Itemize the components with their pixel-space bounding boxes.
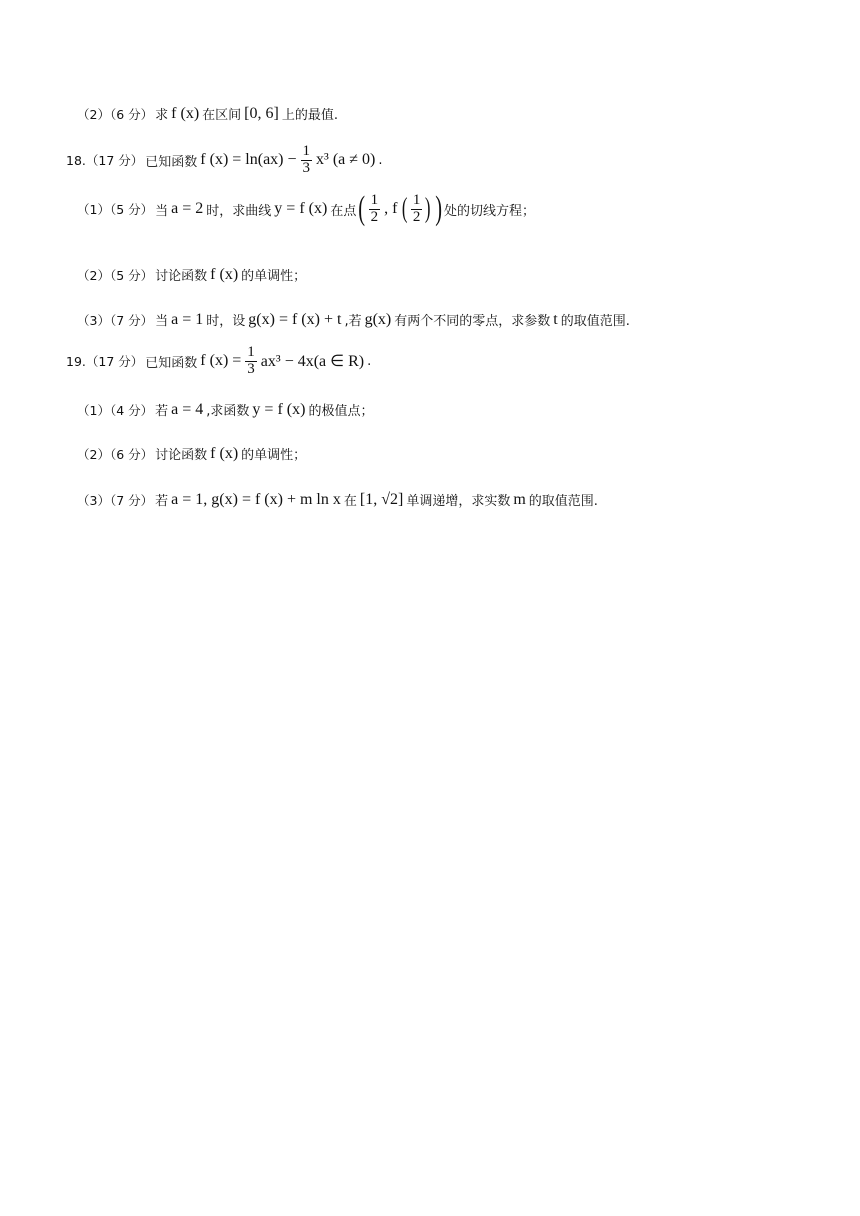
question-text: ,求函数 [206, 404, 250, 419]
question-label: （1）（5 分） [77, 202, 154, 217]
math-expression: a = 1 [171, 310, 204, 328]
right-big-paren: ) [434, 190, 442, 227]
fraction-numerator: 1 [370, 191, 379, 208]
question-label: （3）（7 分） [77, 312, 154, 328]
question-text: 的单调性； [241, 269, 307, 284]
question-text: 求 [155, 108, 169, 123]
question-text: 上的最值. [281, 108, 338, 123]
subquestion-19-1 [77, 400, 820, 419]
subquestion-19-2 [77, 444, 820, 463]
question-text: 的取值范围. [560, 314, 630, 329]
math-expression: f (x) = ln(ax) − [200, 151, 297, 169]
question-text: 的单调性； [241, 448, 307, 463]
fraction-denominator: 2 [412, 208, 421, 225]
problem-18-stem [66, 144, 820, 177]
subquestion-18-2 [77, 265, 820, 284]
question-text: 已知函数 [145, 154, 198, 170]
right-paren: ) [425, 193, 431, 224]
question-text: . [367, 353, 372, 369]
left-paren: ( [402, 193, 408, 224]
fraction [369, 193, 381, 226]
math-expression: m [513, 490, 526, 508]
subquestion-17-2 [77, 104, 820, 123]
fraction-denominator: 3 [302, 159, 311, 176]
math-expression: a = 4 [171, 400, 204, 418]
fraction-denominator: 3 [247, 360, 255, 377]
subquestion-19-3 [77, 490, 820, 509]
math-expression: f (x) [210, 444, 239, 462]
math-expression: t [553, 310, 558, 328]
math-expression: , f [384, 200, 398, 217]
subquestion-18-1 [77, 192, 820, 226]
question-label: 19.（17 分） [66, 354, 144, 370]
question-label: （2）（6 分） [77, 446, 154, 462]
math-expression: [0, 6] [244, 104, 279, 122]
question-text: 讨论函数 [155, 448, 208, 463]
math-expression: g(x) = f (x) + t [248, 310, 342, 328]
math-expression: g(x) [364, 310, 392, 328]
math-expression: y = f (x) [252, 400, 306, 418]
question-label: （2）（5 分） [77, 267, 154, 283]
question-text: 在点 [330, 203, 357, 219]
subquestion-18-3 [77, 310, 820, 329]
fraction [301, 144, 313, 177]
question-text: 当 [155, 314, 169, 329]
question-label: 18.（17 分） [66, 153, 144, 169]
fraction-numerator: 1 [302, 143, 311, 159]
question-text: 处的切线方程； [443, 203, 535, 219]
question-text: 已知函数 [145, 355, 198, 371]
math-expression: x³ (a ≠ 0) [316, 151, 376, 169]
question-text: 在 [343, 494, 357, 509]
fraction-numerator: 1 [412, 191, 421, 208]
fraction-denominator: 2 [370, 208, 379, 225]
math-expression: f (x) [210, 265, 239, 283]
question-text: 讨论函数 [155, 269, 208, 284]
fraction [245, 345, 257, 378]
question-text: 时，求曲线 [206, 203, 272, 219]
question-text: 在区间 [202, 108, 242, 123]
left-big-paren: ( [358, 190, 366, 227]
question-text: 当 [155, 203, 169, 219]
question-text: 有两个不同的零点，求参数 [394, 314, 551, 329]
question-text: 时，设 [206, 314, 246, 329]
question-label: （3）（7 分） [77, 492, 154, 508]
question-text: . [378, 152, 383, 168]
question-label: （1）（4 分） [77, 402, 154, 418]
math-expression: f (x) [171, 104, 200, 122]
math-expression: f (x) = [200, 352, 242, 370]
question-text: 的极值点； [308, 404, 374, 419]
problem-19-stem [66, 345, 820, 378]
question-label: （2）（6 分） [77, 106, 154, 122]
question-text: 单调递增，求实数 [406, 494, 511, 509]
question-text: 若 [155, 404, 169, 419]
math-expression: ax³ − 4x(a ∈ R) [260, 353, 365, 371]
math-expression: a = 2 [171, 200, 204, 217]
fraction-numerator: 1 [247, 344, 255, 360]
question-text: 的取值范围. [528, 494, 598, 509]
question-text: 若 [155, 494, 169, 509]
math-expression: y = f (x) [274, 200, 328, 217]
math-expression: [1, √2] [359, 490, 404, 508]
math-expression: a = 1, g(x) = f (x) + m ln x [171, 490, 341, 508]
question-text: ,若 [344, 314, 362, 329]
fraction [411, 193, 423, 226]
